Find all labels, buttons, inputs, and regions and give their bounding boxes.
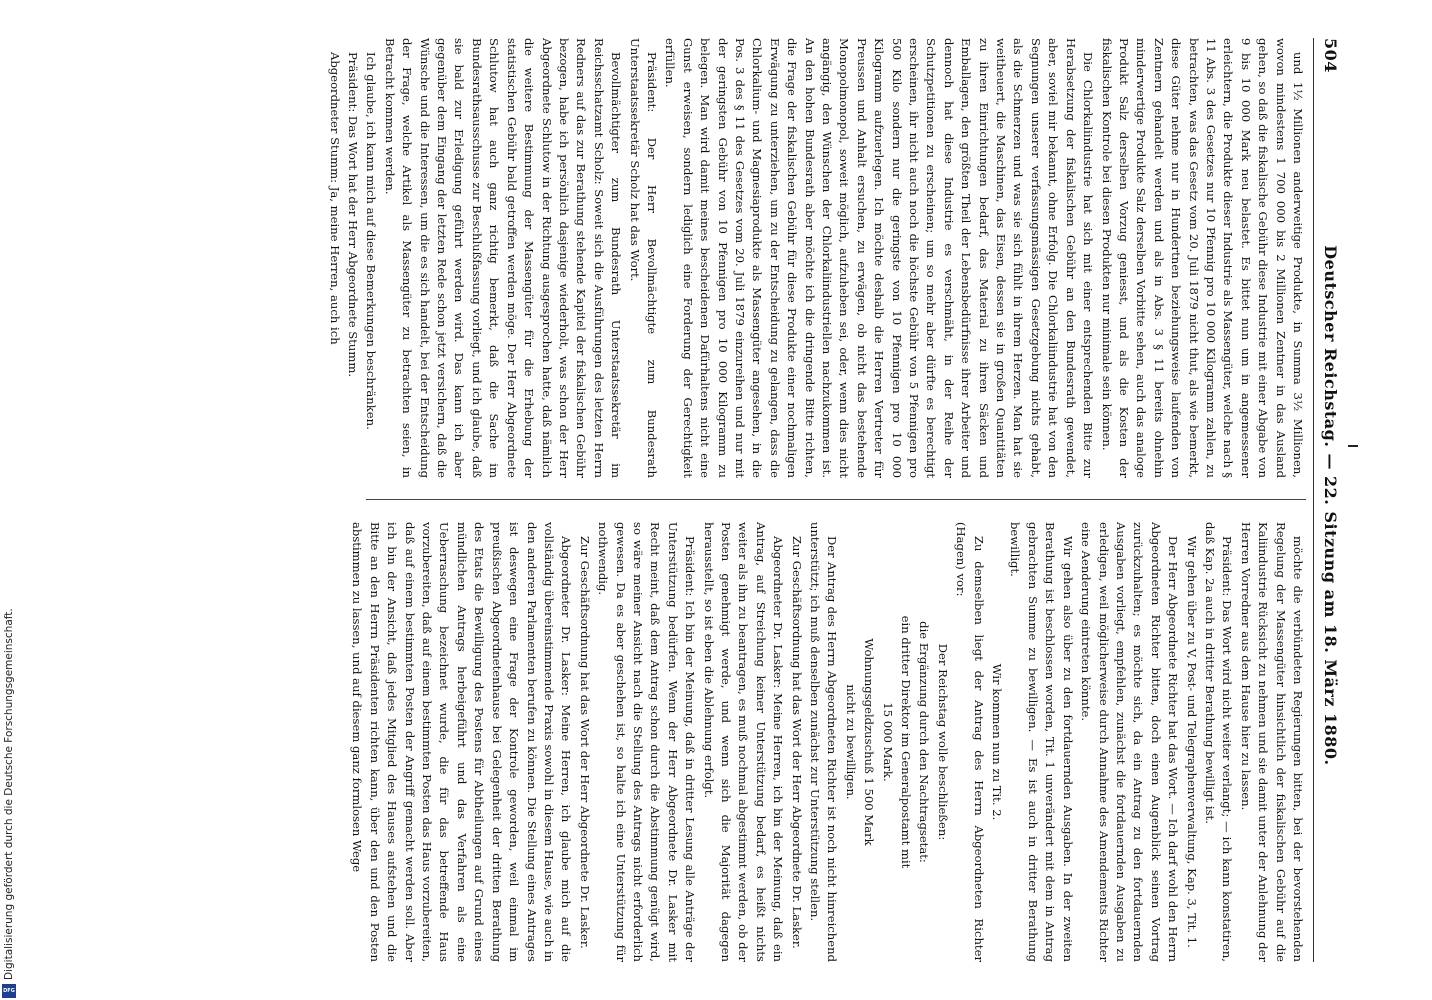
scan-mark bbox=[1348, 445, 1358, 447]
paragraph: Abgeordneter Dr. Lasker: Meine Herren, ich glaube mich auf die vollständig übereinstimmende Praxis sowohl in diesem Hause, wie auch in den anderen Parlamenten berufen zu können. Die Stellung eines Antrages ist deswegen eine Frage der Kontrole geworden, weil einmal im preußischen Abgeordnetenhause bei Gelegenheit der dritten Berathung des Etats die Bewilligung des Postens für Abtheilungen auf Grund eines mündlichen Antrags herbeigeführt und das Verfahren als eine Ueberraschung bezeichnet wurde, die für das betreffende Haus vorzubereiten, daß auf einem bestimmten Posten das Haus vorzubereiten, daß auf einem bestimmten Posten der Angriff gemacht werden soll. Aber ich bin der Ansicht, daß jedes Mitglied des Hauses aufstehen und die Bitte an den Herrn Präsidenten richten kann, über den und den Posten abstimmen zu lassen, und auf diesem ganz formlosen Wege bbox=[350, 522, 574, 962]
header-rule bbox=[1313, 38, 1314, 962]
paragraph: Zur Geschäftsordnung hat das Wort der Herr Abgeordnete Dr. Lasker. bbox=[577, 536, 592, 949]
paragraph: Zu demselben liegt der Antrag des Herrn Abgeordneten Richter (Hagen) vor: bbox=[954, 522, 986, 962]
page-title: Deutscher Reichstag. — 22. Sitzung am 18. März 1880. bbox=[1321, 245, 1341, 766]
paragraph: Abgeordneter Stumm: Ja, meine Herren, auch ich bbox=[327, 52, 342, 345]
digitization-credit: Digitalisierung gefördert durch die Deutsche Forschungsgemeinschaft. bbox=[3, 608, 15, 980]
paragraph: Präsident: Ich bin der Meinung, daß in dritter Lesung alle Anträge der Unterstützung bedürfen. Wenn der Herr Abgeordnete Dr. Lasker mit Recht meint, daß dem Antrag schon durch die Abstimmung genügt wird, so wäre meiner Ansicht nach die Stellung des Antrags nicht erforderlich gewesen. Da es aber geschehen ist, so halte ich eine Unterstützung für nothwendig. bbox=[596, 522, 698, 962]
page-header bbox=[1318, 38, 1344, 962]
paragraph: Der Herr Abgeordnete Richter hat das Wort. — Ich darf wohl den Herrn Abgeordneten Richter bitten, doch einen Augenblick seinen Vortrag zurückzuhalten; es möchte sich, da ein Antrag zu den fortdauernden Ausgaben vorliegt, empfehlen, zunächst die fortdauernden Ausgaben zu erledigen, weil möglicherweise durch Annahme des Amendements Richter eine Aenderung eintreten könnte. bbox=[1079, 522, 1181, 962]
paragraph: ein dritter Direktor im Generalpostamt mit bbox=[899, 615, 914, 869]
paragraph: Wir gehen also über zu den fortdauernden Ausgaben. In der zweiten Berathung ist beschlossen worden, Tit. 1 unverändert mit dem in Antrag gebrachten Summe zu bewilligen. — Es ist auch in dritter Berathung bewilligt. bbox=[1008, 522, 1075, 962]
paragraph: Zur Geschäftsordnung hat das Wort der Herr Abgeordnete Dr. Lasker. bbox=[789, 536, 804, 949]
paragraph: Wohnungsgeldzuschuß 1 500 Mark bbox=[862, 638, 877, 846]
paragraph: Die Chlorkaliindustrie hat sich mit einer entsprechenden Bitte zur Herabsetzung der fiskalischen Gebühr an den Bundesrath gewendet, aber, soviel mir bekannt, ohne Erfolg. Die Chlorkaliindustrie hat von den Segnungen unserer verfassungsmässigen Gesetzgebung nichts gehabt, als die Schmerzen und was sie sich fühlt in ihrem Herzen. Man hat sie weitheuert, die Maschinen, das Eisen, dessen sie in großen Quantitäten zu ihren Einrichtungen bedarf, das Material zu ihren Säcken und Emballagen, den größten Theil der Lebensbedürfnisse ihrer Arbeiter und dennoch hat diese Industrie es verschmäht, in der Reihe der Schutzpetitionen zu erscheinen; um so mehr aber dürfte es berechtigt erscheinen, ihr nicht auch noch die höchste Gebühr von 5 Pfennigen pro 500 Kilo sondern nur die geringste von 10 Pfennigen pro 10 000 Kilogramm aufzuerlegen. Ich möchte deshalb die Herren Vertreter für Preussen und Anhalt ersuchen, zu erwägen, ob nicht das bestehende Monopolmonopol, soweit möglich, aufzuheben sei, oder, wenn dies nicht angängig, den Wünschen der Chlorkaliindustriellen nachzukommen ist. An den hohen Bundesrath aber möchte ich die dringende Bitte richten, die Frage der fiskalischen Gebühr für diese Produkte einer nochmaligen Erwägung zu unterziehen, um zu der Entscheidung zu gelangen, dass die Chlorkalium- und Magnesiaprodukte als Massengüter angesehen, in die Pos. 3 des § 11 des Gesetzes vom 20. Juli 1879 einzureihen und nur mit der geringsten Gebühr von 10 Pfennigen pro 10 000 Kilogramm zu belegen. Man wird damit meines bescheidenen Dafürhaltens nicht eine Gunst erweisen, sondern lediglich eine Forderung der Gerechtigkeit erfüllen. bbox=[663, 38, 1096, 478]
paragraph: Der Reichstag wolle beschließen: bbox=[935, 643, 950, 841]
paragraph: Präsident: Das Wort hat der Herr Abgeordnete Stumm. bbox=[346, 52, 361, 378]
paragraph: 15 000 Mark. bbox=[880, 702, 895, 782]
right-column bbox=[82, 522, 1306, 962]
page-number: 504 bbox=[1321, 38, 1341, 73]
dfg-logo: DFG bbox=[2, 984, 16, 998]
paragraph: Abgeordneter Dr. Lasker: Meine Herren, ich bin der Meinung, daß ein Antrag, auf Streichung keiner Unterstützung bedarf, es heißt nichts weiter als ihn zu beantragen, es muß nochmal abgestimmt werden, ob der Posten genehmigt werde, und wenn sich die Majorität dagegen herausstellt, so ist eben die Ablehnung erfolgt. bbox=[701, 522, 786, 962]
rotated-document-page bbox=[66, 20, 1366, 980]
paragraph: Präsident: Das Wort wird nicht weiter verlangt; — ich kann konstatiren, daß Kap. 2a auch in dritter Berathung bewilligt ist. bbox=[1202, 522, 1235, 962]
left-column bbox=[82, 38, 1306, 478]
paragraph: Der Antrag des Herrn Abgeordneten Richter ist noch nicht hinreichend unterstützt; ich muß denselben zunächst zur Unterstützung stellen. bbox=[808, 522, 840, 962]
paragraph: nicht zu bewilligen. bbox=[843, 684, 858, 800]
paragraph: Wir gehen über zu V, Post- und Telegraphenverwaltung, Kap. 3, Tit. 1. bbox=[1184, 536, 1199, 948]
paragraph: und 1½ Millionen anderweitige Produkte, in Summa 3½ Millionen, wovon mindestens 1 700 000 bis 2 Millionen Zentner in das Ausland gehen, so daß die fiskalische Gebühr diese Industrie mit einer Abgabe von 9 bis 10 000 Mark neu belastet. Es bittet nun um in angemessener erleichtern, die Produkte dieser Industrie als Massengüter, welche nach § 11 Abs. 3 des Gesetzes nur 10 Pfennig pro 10 000 Kilogramm zahlen, zu betrachten, was das Gesetz vom 20. Juli 1879 nicht thut, als wie bemerkt, diese Güter nehme nur in Hundertnen beziehungsweise laufenden von Zentnern gehandelt werden und als in Abs. 3 § 11 bereits ohnehin minderwertige Produkte Salz derselben Vorbitte sehen, auch das analoge Produkt Salz derselben Vorzug geniesst, und als die Kosten der fiskalischen Kontrole bei diesen Produkten nur minimale sein können. bbox=[1099, 38, 1305, 478]
paragraph: Bevollmächtigter zum Bundesrath Unterstaatssekretär im Reichsschatzamt Scholz: Soweit sich die Ausführungen des letzten Herrn Redners auf das zur Berathung stehende Kapitel der fiskalischen Gebühr bezogen, habe ich persönlich dasjenige wiederholt, was schon der Herr Abgeordnete Schlutow in der Richtung ausgesprochen hatte, daß nämlich die weitere Bestimmung der Massengüter für die Erhebung der statistischen Gebühr bald getroffen werden möge. Der Herr Abgeordnete Schlutow hat auch ganz richtig bemerkt, daß die Sache im Bundesrathsausschusse zur Beschlußfassung vorliegt, und ich glaube, daß sie bald zur Erledigung geführt werden wird. Das kann ich aber gegenüber dem Eingang der letzten Rede schon jetzt versichern, daß die Wünsche und die Interessen, um die es sich handelt, bei der Entscheidung der Frage, welche Artikel als Massengüter zu betrachten seien, in Betracht kommen werden. bbox=[382, 38, 624, 478]
paragraph: möchte die verbündeten Regierungen bitten, bei der bevorstehenden Regelung der Massengüter hinsichtlich der fiskalischen Gebühr auf die Kaliindustrie Rücksicht zu nehmen und sie damit unter der Anlehnung der Herren Vorredner aus dem Hause hier zu lassen. bbox=[1238, 522, 1305, 962]
column-divider bbox=[366, 499, 1306, 500]
paragraph: Präsident: Der Herr Bevollmächtigte zum Bundesrath Unterstaatssekretär Scholz hat das Wort. bbox=[627, 38, 659, 478]
paragraph: Wir kommen nun zu Tit. 2. bbox=[990, 663, 1005, 821]
paragraph: die Ergänzung durch den Nachtragsetat: bbox=[917, 621, 932, 863]
paragraph: Ich glaube, ich kann mich auf diese Bemerkungen beschränken. bbox=[364, 52, 379, 430]
